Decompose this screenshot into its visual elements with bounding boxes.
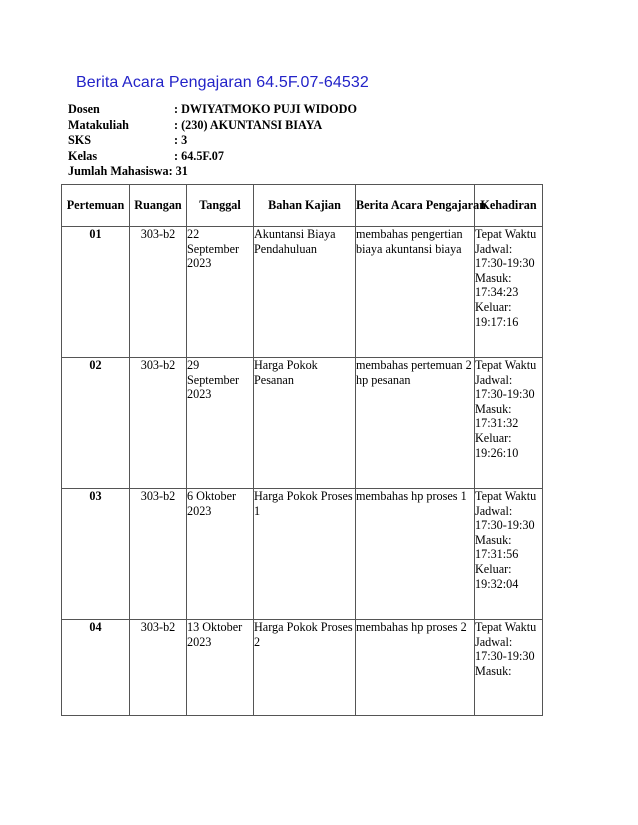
cell-berita-acara: membahas hp proses 2 [356, 620, 475, 716]
cell-berita-acara: membahas pengertian biaya akuntansi biaya [356, 227, 475, 358]
info-value: : 3 [174, 133, 188, 147]
cell-pertemuan: 01 [62, 227, 130, 358]
table-row [62, 358, 543, 489]
table-row [62, 227, 543, 358]
cell-bahan-kajian: Akuntansi Biaya Pendahuluan [254, 227, 356, 358]
cell-bahan-kajian: Harga Pokok Pesanan [254, 358, 356, 489]
cell-berita-acara: membahas hp proses 1 [356, 489, 475, 620]
info-row-kelas [68, 149, 357, 165]
header-kehadiran: Kehadiran [475, 185, 543, 227]
header-tanggal: Tanggal [187, 185, 254, 227]
cell-ruangan: 303-b2 [130, 620, 187, 716]
cell-berita-acara: membahas pertemuan 2 hp pesanan [356, 358, 475, 489]
attendance-table [61, 184, 543, 716]
cell-pertemuan: 04 [62, 620, 130, 716]
course-info [68, 102, 357, 180]
cell-kehadiran: Tepat Waktu Jadwal: 17:30-19:30 Masuk: 17:34:23 Keluar: 19:17:16 [475, 227, 543, 358]
info-value: : 31 [168, 164, 188, 178]
table-row [62, 620, 543, 716]
header-pertemuan: Pertemuan [62, 185, 130, 227]
info-label: Jumlah Mahasiswa [68, 164, 169, 178]
info-value: : DWIYATMOKO PUJI WIDODO [174, 102, 357, 116]
cell-tanggal: 29 September 2023 [187, 358, 254, 489]
info-value: : (230) AKUNTANSI BIAYA [174, 117, 323, 132]
cell-tanggal: 22 September 2023 [187, 227, 254, 358]
cell-ruangan: 303-b2 [130, 489, 187, 620]
info-row-sks [68, 133, 357, 149]
cell-tanggal: 6 Oktober 2023 [187, 489, 254, 620]
info-row-matakuliah [68, 118, 357, 134]
cell-kehadiran: Tepat Waktu Jadwal: 17:30-19:30 Masuk: 17:31:32 Keluar: 19:26:10 [475, 358, 543, 489]
info-row-jumlah-mahasiswa [68, 164, 357, 180]
document-title: Berita Acara Pengajaran 64.5F.07-64532 [76, 74, 369, 91]
info-label: Dosen [68, 102, 100, 116]
info-row-dosen [68, 102, 357, 118]
info-label: Matakuliah [68, 117, 129, 132]
header-ruangan: Ruangan [130, 185, 187, 227]
cell-ruangan: 303-b2 [130, 358, 187, 489]
header-berita-acara: Berita Acara Pengajaran [356, 185, 475, 227]
cell-bahan-kajian: Harga Pokok Proses 2 [254, 620, 356, 716]
cell-pertemuan: 02 [62, 358, 130, 489]
info-value: : 64.5F.07 [174, 148, 224, 163]
cell-ruangan: 303-b2 [130, 227, 187, 358]
cell-kehadiran: Tepat Waktu Jadwal: 17:30-19:30 Masuk: 17:31:56 Keluar: 19:32:04 [475, 489, 543, 620]
header-bahan-kajian: Bahan Kajian [254, 185, 356, 227]
cell-tanggal: 13 Oktober 2023 [187, 620, 254, 716]
cell-kehadiran: Tepat Waktu Jadwal: 17:30-19:30 Masuk: [475, 620, 543, 716]
table-header-row [62, 185, 543, 227]
table-row [62, 489, 543, 620]
info-label: SKS [68, 133, 92, 147]
cell-pertemuan: 03 [62, 489, 130, 620]
cell-bahan-kajian: Harga Pokok Proses 1 [254, 489, 356, 620]
info-label: Kelas [68, 148, 98, 163]
